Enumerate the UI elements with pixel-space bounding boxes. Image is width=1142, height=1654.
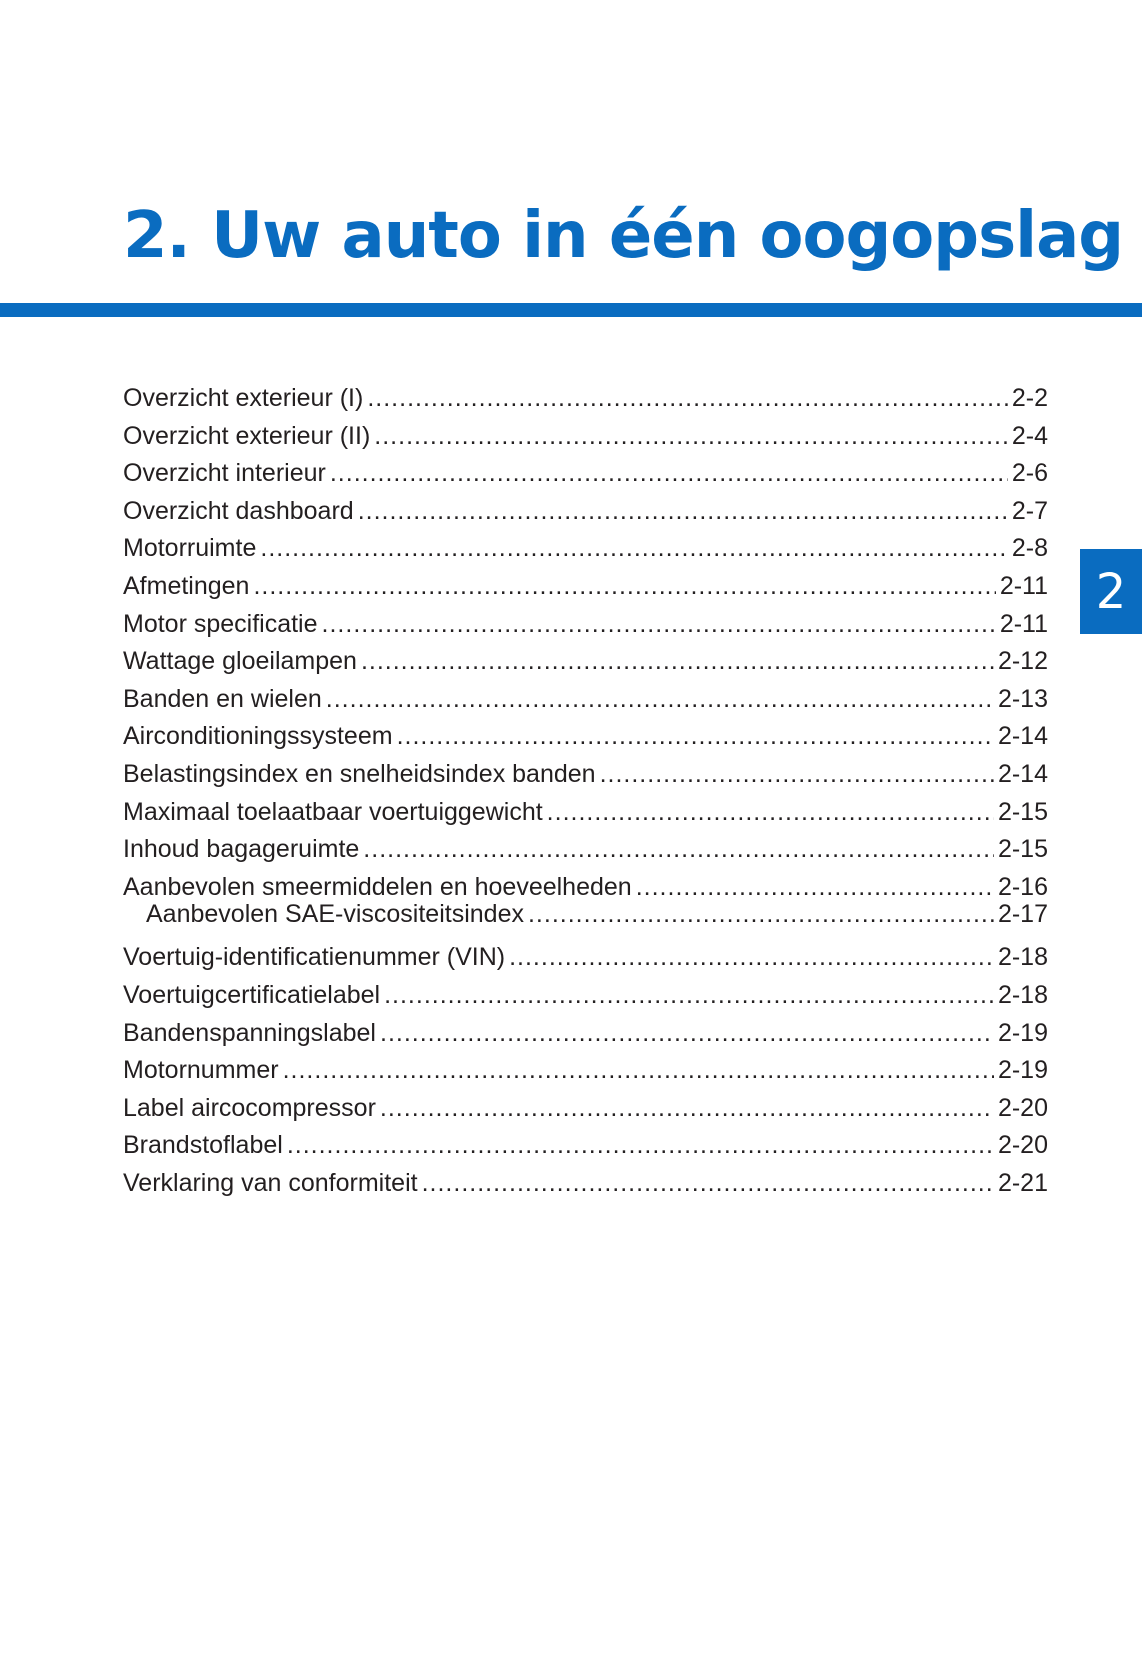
dot-leader [422, 1165, 994, 1203]
dot-leader [283, 1052, 994, 1090]
dot-leader [326, 681, 994, 719]
toc-entry-brandstoflabel[interactable] [123, 1127, 1048, 1165]
chapter-tab-number: 2 [1095, 563, 1127, 620]
toc-entry-label: Maximaal toelaatbaar voertuiggewicht [123, 797, 543, 826]
toc-entry-label: Label aircocompressor [123, 1093, 376, 1122]
toc-entry-page: 2-8 [1011, 534, 1048, 563]
toc-entry-label: Afmetingen [123, 571, 250, 600]
toc-entry-wattage-gloeilampen[interactable] [123, 643, 1048, 681]
toc-entry-label: Motor specificatie [123, 609, 318, 638]
toc-entry-label: Verklaring van conformiteit [123, 1168, 418, 1197]
toc-entry-afmetingen[interactable] [123, 568, 1048, 606]
title-divider [0, 303, 1142, 317]
toc-entry-overzicht-exterieur-1[interactable] [123, 380, 1048, 418]
toc-entry-page: 2-14 [997, 722, 1048, 751]
dot-leader [260, 530, 1007, 568]
toc-entry-label: Inhoud bagageruimte [123, 835, 360, 864]
dot-leader [363, 831, 994, 869]
dot-leader [600, 756, 994, 794]
toc-entry-page: 2-21 [997, 1168, 1048, 1197]
toc-entry-label: Banden en wielen [123, 684, 322, 713]
toc-entry-banden-en-wielen[interactable] [123, 681, 1048, 719]
toc-entry-page: 2-17 [997, 900, 1048, 929]
toc-entry-label-aircocompressor[interactable] [123, 1090, 1048, 1128]
toc-entry-inhoud-bagageruimte[interactable] [123, 831, 1048, 869]
toc-entry-page: 2-6 [1011, 459, 1048, 488]
toc-entry-overzicht-exterieur-2[interactable] [123, 418, 1048, 456]
toc-entry-page: 2-16 [997, 872, 1048, 901]
dot-leader [397, 718, 994, 756]
toc-entry-page: 2-15 [997, 797, 1048, 826]
dot-leader [509, 939, 994, 977]
toc-entry-overzicht-interieur[interactable] [123, 455, 1048, 493]
toc-entry-vin[interactable] [123, 939, 1048, 977]
dot-leader [367, 380, 1008, 418]
toc-entry-label: Airconditioningssysteem [123, 722, 393, 751]
toc-entry-maximaal-voertuiggewicht[interactable] [123, 794, 1048, 832]
chapter-tab[interactable] [1080, 549, 1142, 634]
toc-entry-label: Aanbevolen smeermiddelen en hoeveelheden [123, 872, 632, 901]
dot-leader [322, 606, 996, 644]
toc-entry-label: Wattage gloeilampen [123, 647, 357, 676]
toc-entry-label: Motorruimte [123, 534, 257, 563]
toc-entry-label: Motornummer [123, 1056, 279, 1085]
toc-entry-page: 2-4 [1011, 421, 1048, 450]
chapter-title: 2. Uw auto in één oogopslag [123, 199, 1124, 273]
dot-leader [380, 1090, 994, 1128]
toc-entry-page: 2-2 [1011, 384, 1048, 412]
toc-entry-label: Voertuig-identificatienummer (VIN) [123, 943, 506, 972]
dot-leader [528, 899, 994, 929]
toc-entry-page: 2-7 [1011, 496, 1048, 525]
toc-entry-label: Overzicht interieur [123, 459, 326, 488]
toc-entry-label: Aanbevolen SAE-viscositeitsindex [146, 900, 524, 929]
toc-entry-belastingsindex[interactable] [123, 756, 1048, 794]
toc-entry-label: Overzicht exterieur (II) [123, 421, 371, 450]
dot-leader [361, 643, 994, 681]
toc-entry-page: 2-18 [997, 980, 1048, 1009]
table-of-contents [123, 380, 1048, 1202]
dot-leader [253, 568, 995, 606]
dot-leader [358, 493, 1008, 531]
toc-entry-label: Bandenspanningslabel [123, 1018, 376, 1047]
toc-entry-page: 2-19 [997, 1056, 1048, 1085]
dot-leader [287, 1127, 994, 1165]
toc-entry-bandenspanningslabel[interactable] [123, 1015, 1048, 1053]
toc-entry-page: 2-20 [997, 1093, 1048, 1122]
toc-entry-motornummer[interactable] [123, 1052, 1048, 1090]
dot-leader [384, 977, 994, 1015]
toc-entry-page: 2-12 [997, 647, 1048, 676]
toc-entry-label: Belastingsindex en snelheidsindex banden [123, 759, 596, 788]
toc-entry-page: 2-19 [997, 1018, 1048, 1047]
toc-entry-page: 2-15 [997, 835, 1048, 864]
toc-entry-motor-specificatie[interactable] [123, 606, 1048, 644]
toc-entry-overzicht-dashboard[interactable] [123, 493, 1048, 531]
toc-entry-page: 2-13 [997, 684, 1048, 713]
dot-leader [330, 455, 1008, 493]
toc-entry-voertuigcertificatielabel[interactable] [123, 977, 1048, 1015]
toc-entry-page: 2-11 [999, 609, 1048, 638]
toc-entry-motorruimte[interactable] [123, 530, 1048, 568]
dot-leader [374, 418, 1008, 456]
toc-entry-page: 2-18 [997, 943, 1048, 972]
toc-entry-page: 2-20 [997, 1131, 1048, 1160]
dot-leader [547, 794, 994, 832]
toc-entry-page: 2-14 [997, 759, 1048, 788]
toc-entry-label: Overzicht dashboard [123, 496, 354, 525]
toc-entry-verklaring-conformiteit[interactable] [123, 1165, 1048, 1203]
toc-subentry-sae-viscositeitsindex[interactable] [123, 899, 1048, 929]
toc-entry-label: Voertuigcertificatielabel [123, 980, 381, 1009]
toc-entry-label: Brandstoflabel [123, 1131, 283, 1160]
toc-entry-page: 2-11 [999, 571, 1048, 600]
toc-entry-label: Overzicht exterieur (I) [123, 384, 364, 412]
dot-leader [380, 1015, 994, 1053]
toc-entry-airconditioningssysteem[interactable] [123, 718, 1048, 756]
